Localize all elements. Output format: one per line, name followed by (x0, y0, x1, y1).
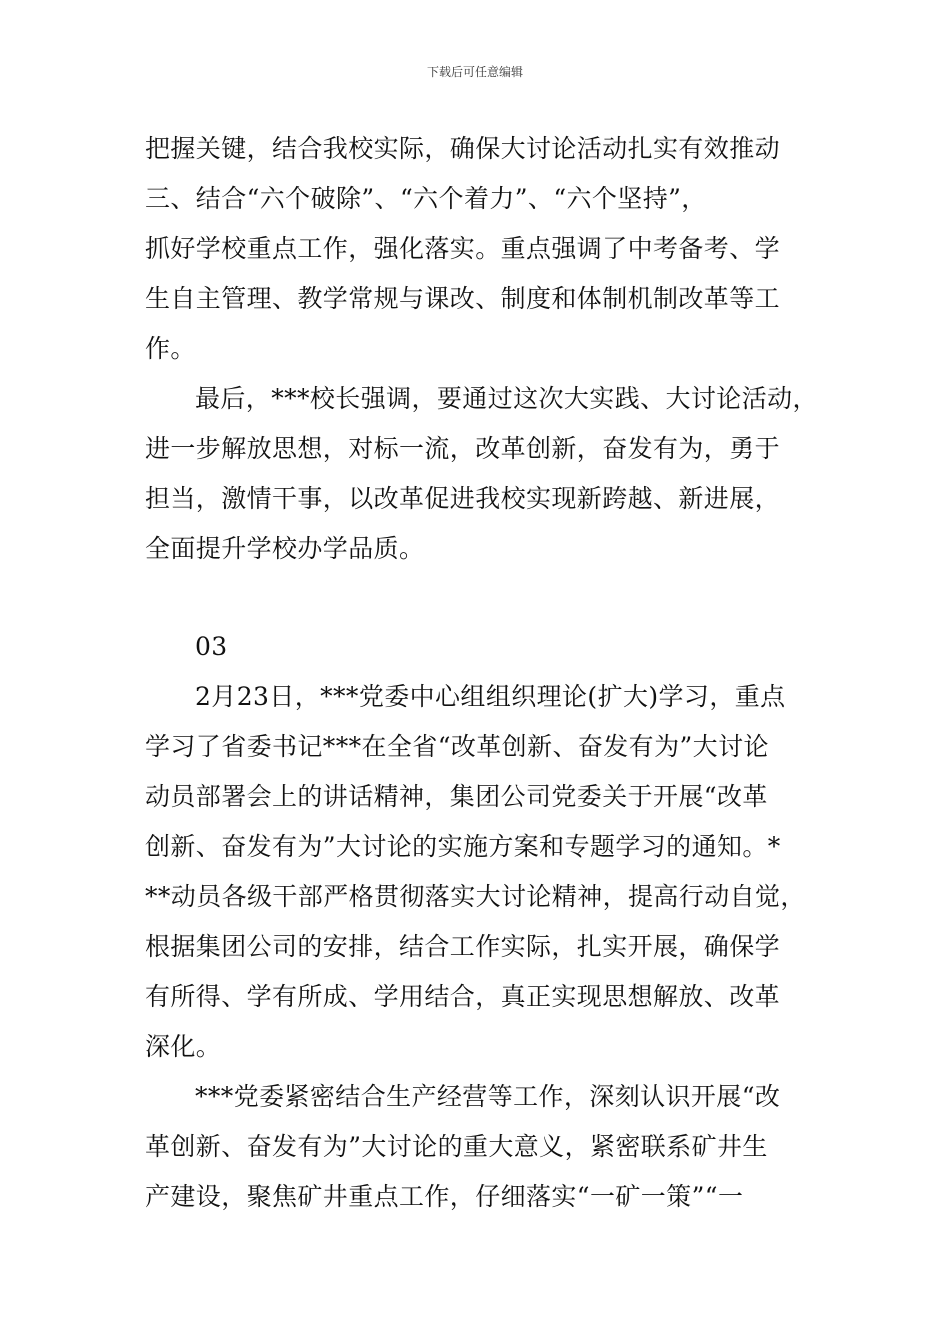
text-line: 担当，激情干事，以改革促进我校实现新跨越、新进展， (145, 484, 781, 513)
text-line: 抓好学校重点工作，强化落实。重点强调了中考备考、学 (145, 234, 781, 263)
paragraph-first-line: ***党委紧密结合生产经营等工作，深刻认识开展“改 (195, 1082, 781, 1111)
section-number: 03 (195, 632, 228, 661)
text-line: 革创新、奋发有为”大讨论的重大意义，紧密联系矿井生 (145, 1132, 768, 1161)
paragraph-first-line: 2月23日，***党委中心组组织理论(扩大)学习，重点 (195, 682, 786, 711)
text-line: 动员部署会上的讲话精神，集团公司党委关于开展“改革 (145, 782, 768, 811)
text-line: **动员各级干部严格贯彻落实大讨论精神，提高行动自觉， (145, 882, 806, 911)
text-line: 生自主管理、教学常规与课改、制度和体制机制改革等工 (145, 284, 781, 313)
text-line: 把握关键，结合我校实际，确保大讨论活动扎实有效推动 (145, 134, 781, 163)
text-line: 学习了省委书记***在全省“改革创新、奋发有为”大讨论 (145, 732, 769, 761)
text-line: 三、结合“六个破除”、“六个着力”、“六个坚持”， (145, 184, 707, 213)
page-header-note: 下载后可任意编辑 (426, 65, 523, 79)
text-line: 进一步解放思想，对标一流，改革创新，奋发有为，勇于 (145, 434, 781, 463)
text-line: 有所得、学有所成、学用结合，真正实现思想解放、改革 (145, 982, 781, 1011)
text-line: 创新、奋发有为”大讨论的实施方案和专题学习的通知。* (145, 832, 781, 861)
paragraph-first-line: 最后，***校长强调，要通过这次大实践、大讨论活动， (195, 384, 818, 413)
text-line: 产建设，聚焦矿井重点工作，仔细落实“一矿一策”“一 (145, 1182, 744, 1211)
text-line: 全面提升学校办学品质。 (145, 534, 425, 563)
text-line: 根据集团公司的安排，结合工作实际，扎实开展，确保学 (145, 932, 781, 961)
text-line: 深化。 (145, 1032, 222, 1061)
text-line: 作。 (145, 334, 196, 363)
